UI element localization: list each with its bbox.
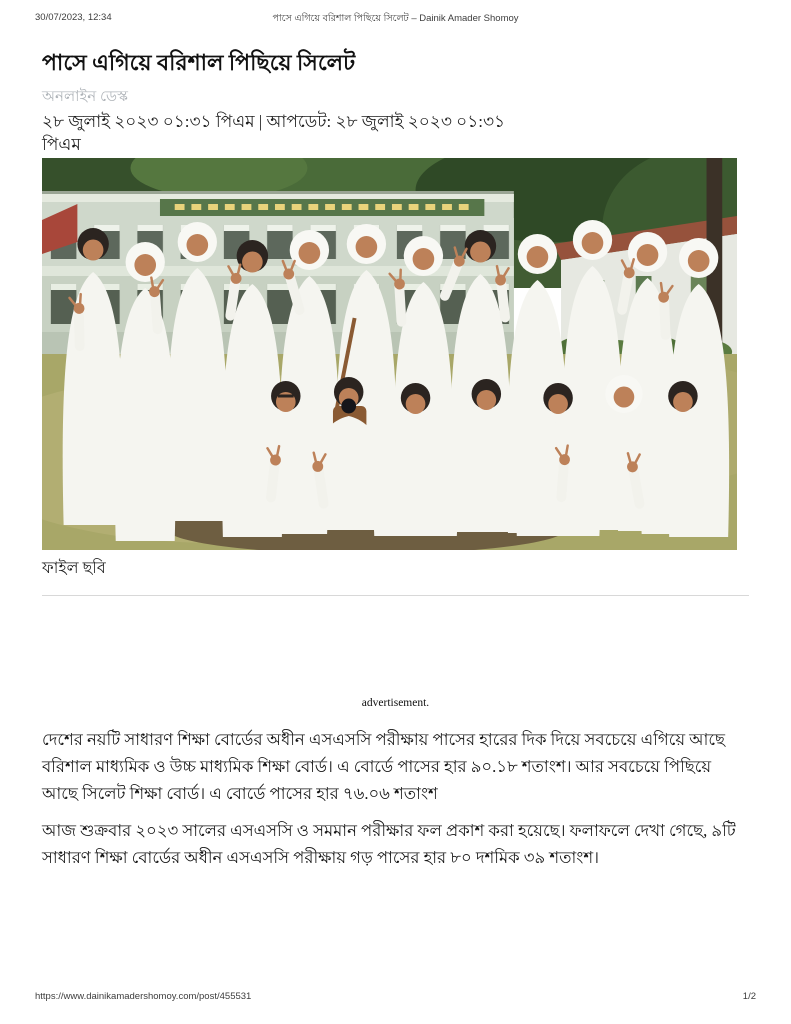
article-headline: পাসে এগিয়ে বরিশাল পিছিয়ে সিলেট [42, 50, 356, 75]
print-page-indicator: 1/2 [742, 991, 756, 1002]
article [42, 40, 749, 881]
divider [42, 595, 749, 596]
article-body [42, 726, 749, 871]
article-paragraph: আজ শুক্রবার ২০২৩ সালের এসএসসি ও সমমান পরীক্ষার ফল প্রকাশ করা হয়েছে। ফলাফলে দেখা গেছে, ৯টি সাধারণ শিক্ষা বোর্ডের অধীন এসএসসি পরীক্ষায় গড় পাসের হার ৮০ দশমিক ৩৯ শতাংশ। [42, 821, 736, 867]
print-document-title: পাসে এগিয়ে বরিশাল পিছিয়ে সিলেট – Dainik Amader Shomoy [272, 13, 519, 24]
article-paragraph: দেশের নয়টি সাধারণ শিক্ষা বোর্ডের অধীন এসএসসি পরীক্ষায় পাসের হারের দিক দিয়ে সবচেয়ে এগিয়ে আছে বরিশাল মাধ্যমিক ও উচ্চ মাধ্যমিক শিক্ষা বোর্ড। এ বোর্ডে পাসের হার ৯০.১৮ শতাংশ। আর সবচেয়ে পিছিয়ে আছে সিলেট শিক্ষা বোর্ড। এ বোর্ডে পাসের হার ৭৬.০৬ শতাংশ [42, 730, 726, 803]
print-timestamp: 30/07/2023, 12:34 [35, 12, 112, 23]
advertisement-label: advertisement. [361, 697, 430, 709]
article-dates: ২৮ জুলাই ২০২৩ ০১:৩১ পিএম | আপডেট: ২৮ জুলাই ২০২৩ ০১:৩১ পিএম [42, 112, 506, 154]
article-photo-illustration [42, 158, 737, 550]
print-footer [35, 991, 756, 1002]
article-photo [42, 158, 737, 550]
article-byline: অনলাইন ডেস্ক [42, 89, 128, 105]
print-footer-url: https://www.dainikamadershomoy.com/post/455531 [35, 991, 252, 1002]
print-header [0, 12, 791, 26]
photo-caption: ফাইল ছবি [42, 560, 106, 577]
